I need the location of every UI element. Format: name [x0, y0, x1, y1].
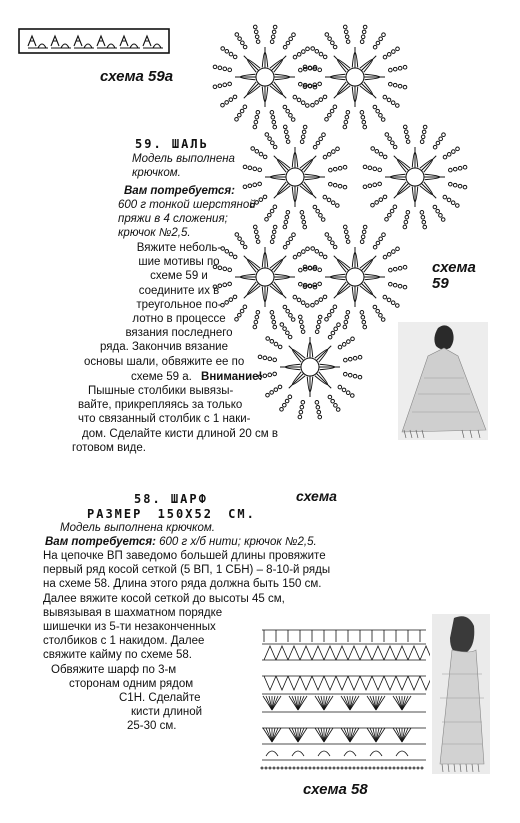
shawl-body-line: Вяжите неболь- — [136, 242, 222, 254]
scarf-body-line: на схеме 58. Длина этого ряда должна быть 150 см. — [43, 578, 322, 591]
scarf-body-line: С1Н. Сделайте — [119, 692, 201, 705]
scheme-59-label-line2: 59 — [432, 275, 449, 292]
scarf-body-line: Обвяжите шарф по 3-м — [51, 663, 177, 676]
shawl-made-line2: крючком. — [132, 167, 181, 180]
scarf-photo — [432, 614, 490, 774]
scheme-59-label — [432, 260, 476, 292]
shawl-made-by — [132, 152, 262, 180]
scarf-body-line: Далее вяжите косой сеткой до высоты 45 см, — [43, 592, 285, 605]
scarf-made-by: Модель выполнена крючком. — [60, 522, 215, 534]
scarf-body-line: вывязывая в шахматном порядке — [43, 606, 223, 619]
scarf-body-line: столбиков с 1 накидом. Далее — [43, 635, 205, 648]
shawl-title: 59. ШАЛЬ — [135, 137, 209, 151]
motif — [363, 125, 467, 229]
shawl-materials — [118, 198, 288, 241]
shawl-body — [84, 241, 244, 369]
shawl-tail-line: Пышные столбики вывязы- — [88, 385, 234, 397]
scarf-materials: 600 г х/б нити; крючок №2,5. — [159, 536, 317, 548]
shawl-attention: Внимание! — [201, 371, 263, 383]
shawl-tail-line: готовом виде. — [72, 441, 146, 454]
shawl-attention-line — [131, 370, 262, 384]
shawl-body-line: треугольное по- — [136, 298, 222, 311]
shawl-tail-line: дом. Сделайте кисти длиной 20 см в — [82, 427, 278, 440]
shawl-tail-line: что связанный столбик с 1 наки- — [78, 413, 251, 426]
scheme-58-top-label: схема — [296, 488, 337, 504]
scarf-title: 58. ШАРФ — [134, 492, 208, 506]
shawl-materials-line1: 600 г тонкой шерстяной — [118, 199, 256, 211]
motif — [303, 25, 407, 129]
scarf-diagram-58 — [258, 622, 430, 774]
shawl-photo — [398, 322, 488, 440]
motif — [213, 25, 317, 129]
shawl-body-line: схеме 59 и — [150, 270, 208, 283]
scarf-need-heading: Вам потребуется: — [45, 536, 156, 548]
motif — [303, 225, 407, 329]
shawl-made-line1: Модель выполнена — [132, 153, 235, 165]
shawl-body-line: шие мотивы по — [138, 256, 220, 269]
shawl-tail-line: вайте, прикрепляясь за только — [78, 399, 243, 412]
shawl-materials-line3: крючок №2,5. — [118, 227, 191, 240]
shawl-body-line: ряда. Закончив вязание — [99, 341, 228, 354]
scarf-body-line: шишечки из 5-ти незаконченных — [43, 621, 216, 634]
shawl-need-heading: Вам потребуется: — [124, 185, 235, 197]
scheme-59a-label: схема 59а — [100, 68, 174, 85]
scarf-body-line: кисти длиной — [131, 706, 203, 719]
scarf-body-line: сторонам одним рядом — [69, 677, 194, 690]
shawl-body-line: соедините их в — [138, 284, 220, 297]
scarf-body-line: 25-30 см. — [127, 720, 177, 733]
scarf-body-line: На цепочке ВП заведомо большей длины провяжите — [43, 550, 326, 562]
shawl-last-prefix: схеме 59 а. — [131, 371, 192, 383]
scarf-body-line: свяжите кайму по схеме 58. — [43, 649, 192, 662]
scheme-59a-strip — [18, 28, 170, 54]
shawl-materials-line2: пряжи в 4 сложения; — [118, 213, 228, 226]
scarf-materials-line — [45, 535, 317, 549]
scheme-59-label-line1: схема — [432, 259, 476, 276]
shawl-tail — [72, 384, 282, 455]
scarf-body-line: первый ряд косой сеткой (5 ВП, 1 СБН) – 8-10-й ряды — [43, 564, 331, 577]
shawl-body-line: вязания последнего — [125, 327, 233, 340]
scheme-58-bottom-label: схема 58 — [303, 781, 368, 798]
shawl-body-line: лотно в процессе — [132, 313, 226, 326]
shawl-body-line: основы шали, обвяжите ее по — [84, 355, 245, 368]
scarf-size: РАЗМЕР 150Х52 СМ. — [87, 507, 256, 521]
